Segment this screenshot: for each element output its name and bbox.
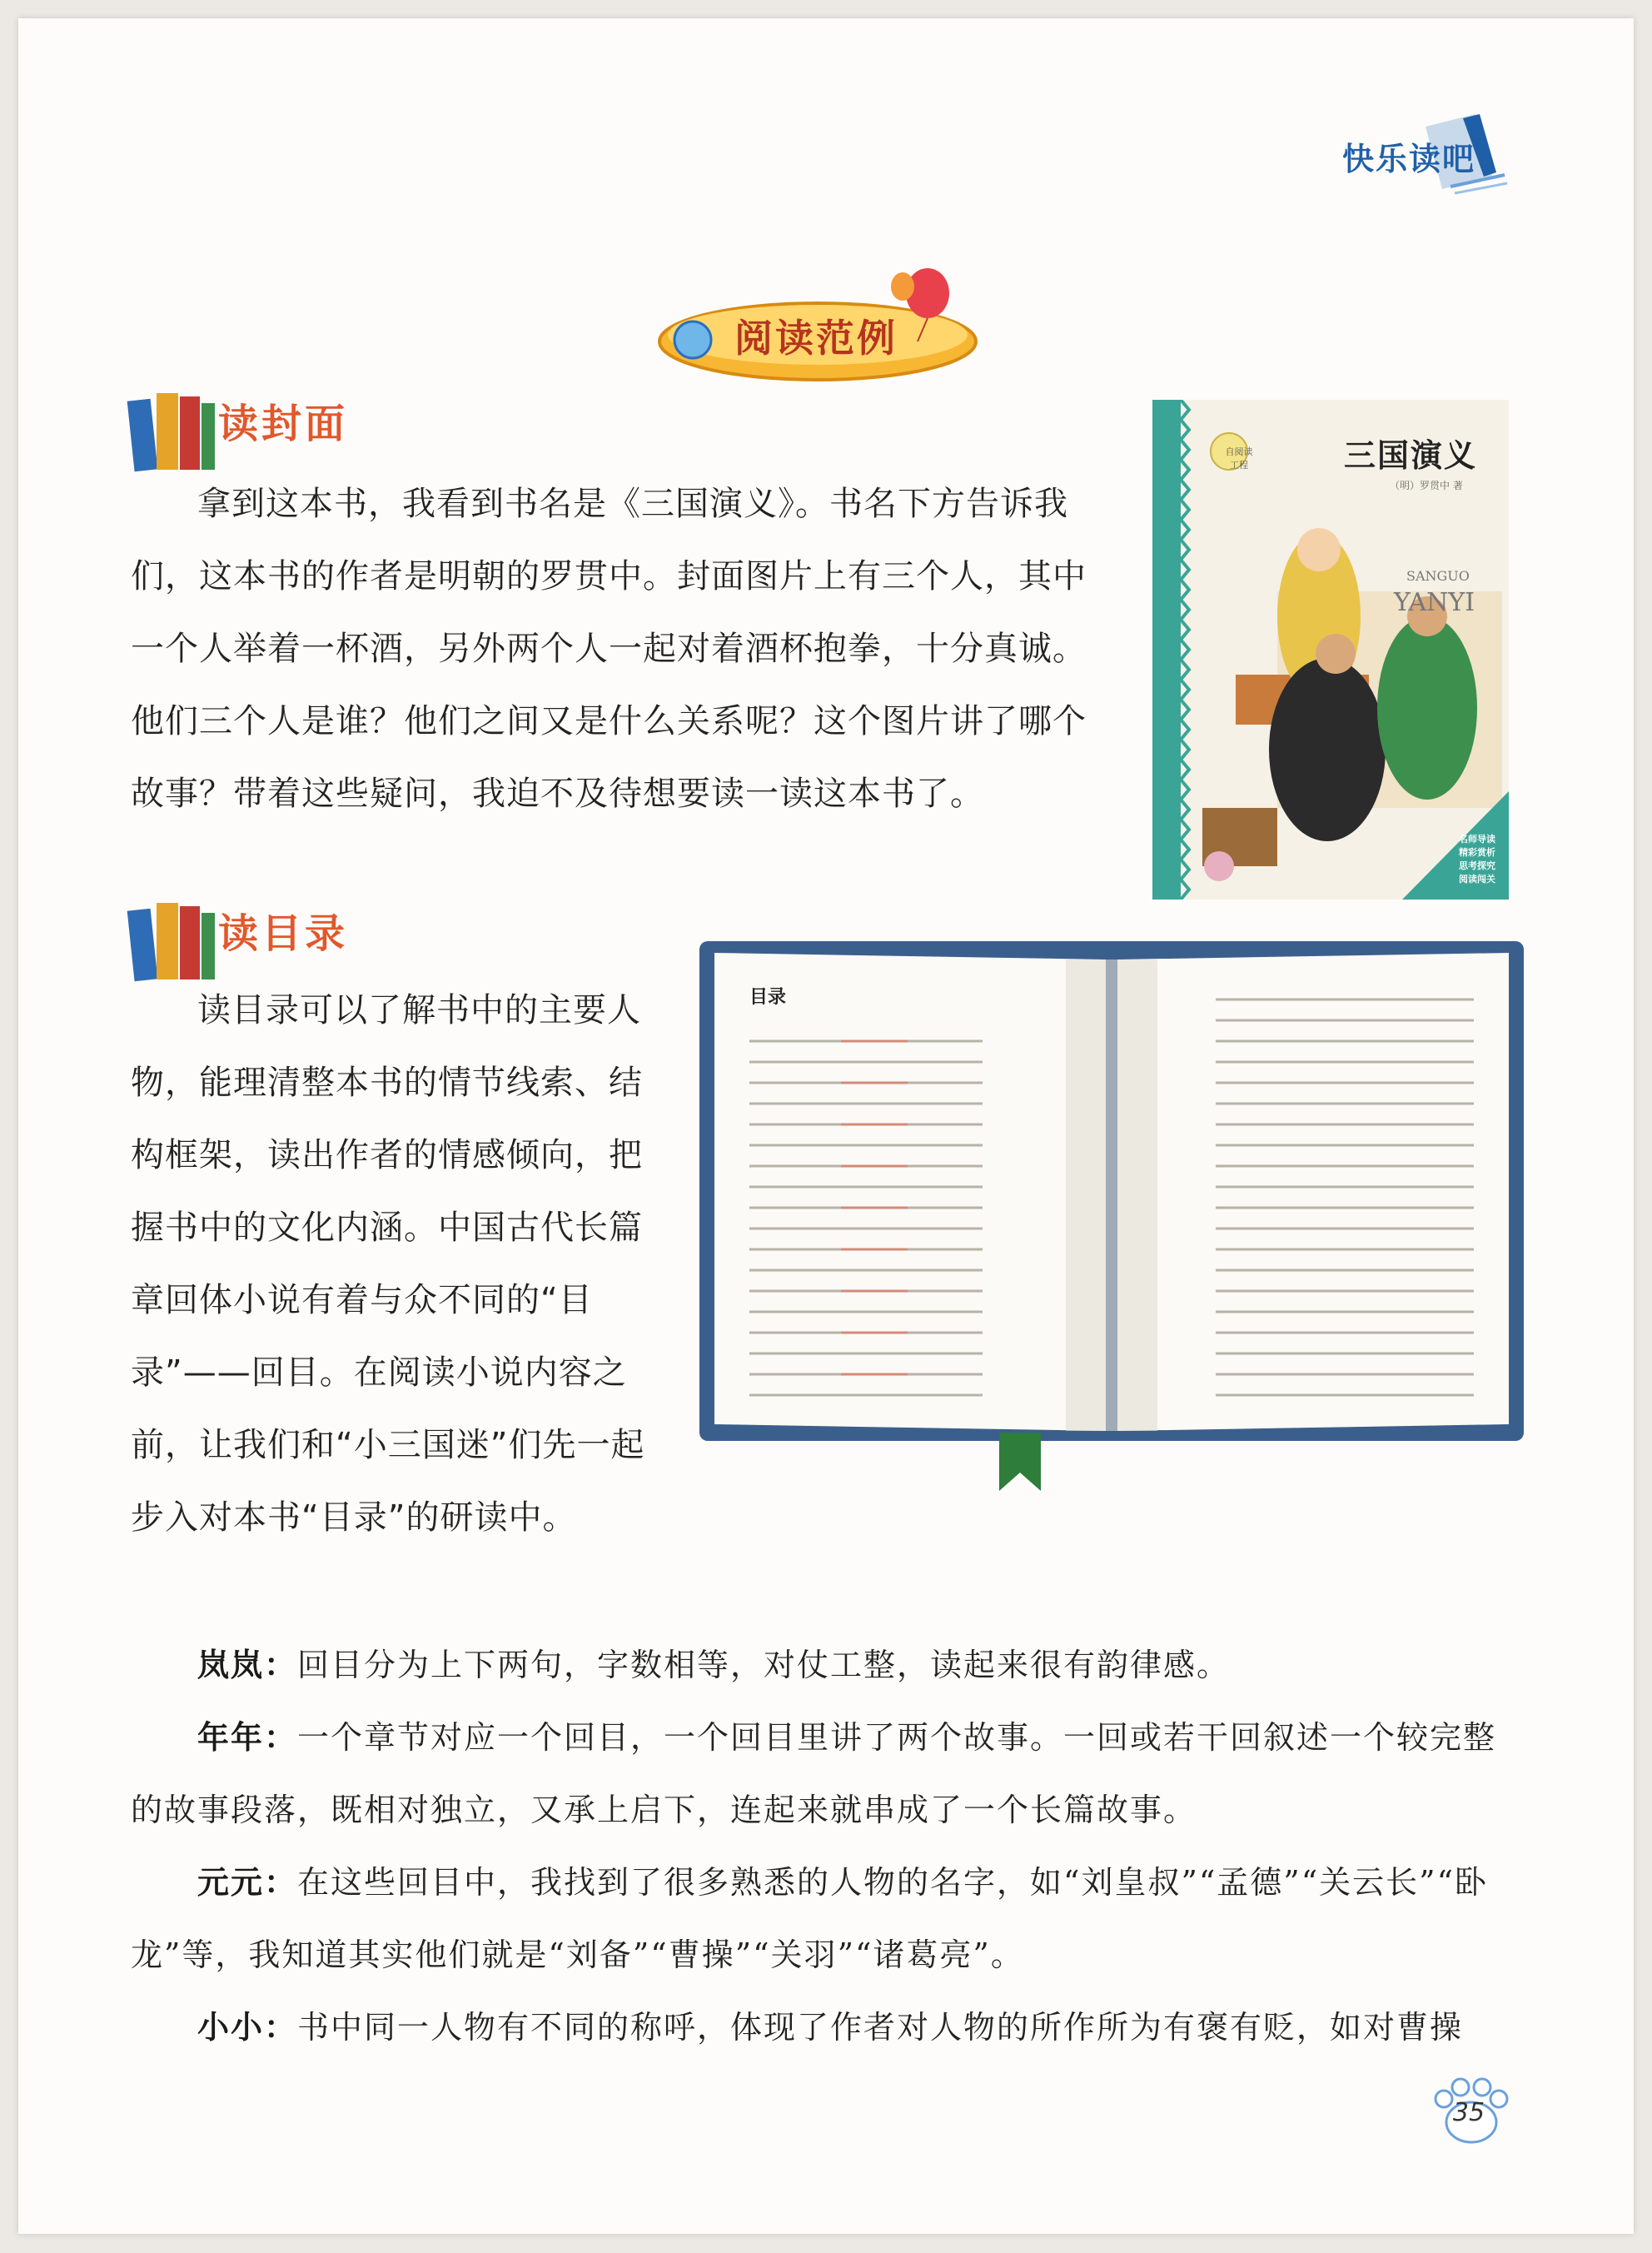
cover-author: （明）罗贯中 著 — [1390, 480, 1463, 491]
cover-tag: 名师导读 — [1459, 834, 1495, 845]
dialogue-text: 在这些回目中，我找到了很多熟悉的人物的名字，如“刘皇叔”“孟德”“关云长”“卧龙”等，我知道其实他们就是“刘备”“曹操”“关羽”“诸葛亮”。 — [131, 1864, 1489, 1973]
dialogue-block — [131, 1629, 1530, 2064]
books-icon — [127, 383, 218, 475]
dialogue-speaker: 岚岚： — [197, 1647, 298, 1683]
cover-pinyin-1: SANGUO — [1406, 568, 1470, 584]
dialogue-text: 书中同一人物有不同的称呼，体现了作者对人物的所作所为有褒有贬，如对曹操 — [297, 2009, 1464, 2046]
book-cover-image — [1152, 400, 1509, 900]
cover-badge: 自阅读工程 — [1225, 446, 1253, 471]
dialogue-line — [131, 1702, 1530, 1847]
cover-tag: 阅读闯关 — [1459, 874, 1495, 885]
dialogue-text: 一个章节对应一个回目，一个回目里讲了两个故事。一回或若干回叙述一个较完整的故事段落，既相对独立，又承上启下，连起来就串成了一个长篇故事。 — [131, 1719, 1497, 1828]
textbook-page — [18, 18, 1634, 2234]
cover-tags — [1459, 833, 1495, 886]
banner-title: 阅读范例 — [734, 316, 898, 361]
dialogue-line — [131, 1991, 1530, 2064]
cover-title: 三国演义 — [1344, 437, 1478, 474]
page-number: 35 — [1452, 2098, 1485, 2127]
header-label: 快乐读吧 — [1341, 141, 1475, 177]
dialogue-speaker: 年年： — [197, 1719, 298, 1756]
books-icon — [127, 893, 218, 984]
toc-paragraph-text: 读目录可以了解书中的主要人物，能理清整本书的情节线索、结构框架，读出作者的情感倾向，把握书中的文化内涵。中国古代长篇章回体小说有着与众不同的“目录”——回目。在阅读小说内容之前，让我们和“小三国迷”们先一起步入对本书“目录”的研读中。 — [131, 991, 645, 1537]
dialogue-speaker: 元元： — [197, 1864, 298, 1901]
cover-tag: 思考探究 — [1459, 860, 1495, 871]
section-title-cover: 读封面 — [218, 401, 349, 447]
toc-paragraph — [131, 974, 664, 1554]
open-book-image — [699, 941, 1524, 1491]
cover-paragraph-text: 拿到这本书，我看到书名是《三国演义》。书名下方告诉我们，这本书的作者是明朝的罗贯中。封面图片上有三个人，其中一个人举着一杯酒，另外两个人一起对着酒杯抱拳，十分真诚。他们三个人是谁？他们之间又是什么关系呢？这个图片讲了哪个故事？带着这些疑问，我迫不及待想要读一读这本书了。 — [131, 485, 1087, 813]
cover-tag: 精彩赏析 — [1459, 847, 1495, 858]
dialogue-text: 回目分为上下两句，字数相等，对仗工整，读起来很有韵律感。 — [297, 1647, 1231, 1683]
dialogue-line — [131, 1629, 1530, 1702]
open-book-art — [699, 941, 1524, 1491]
toc-heading: 目录 — [749, 987, 787, 1008]
section-title-toc: 读目录 — [218, 910, 349, 957]
cover-pinyin-2: YANYI — [1394, 588, 1475, 617]
dialogue-line — [131, 1847, 1530, 1991]
cover-paragraph — [131, 468, 1113, 830]
dialogue-speaker: 小小： — [197, 2009, 298, 2046]
